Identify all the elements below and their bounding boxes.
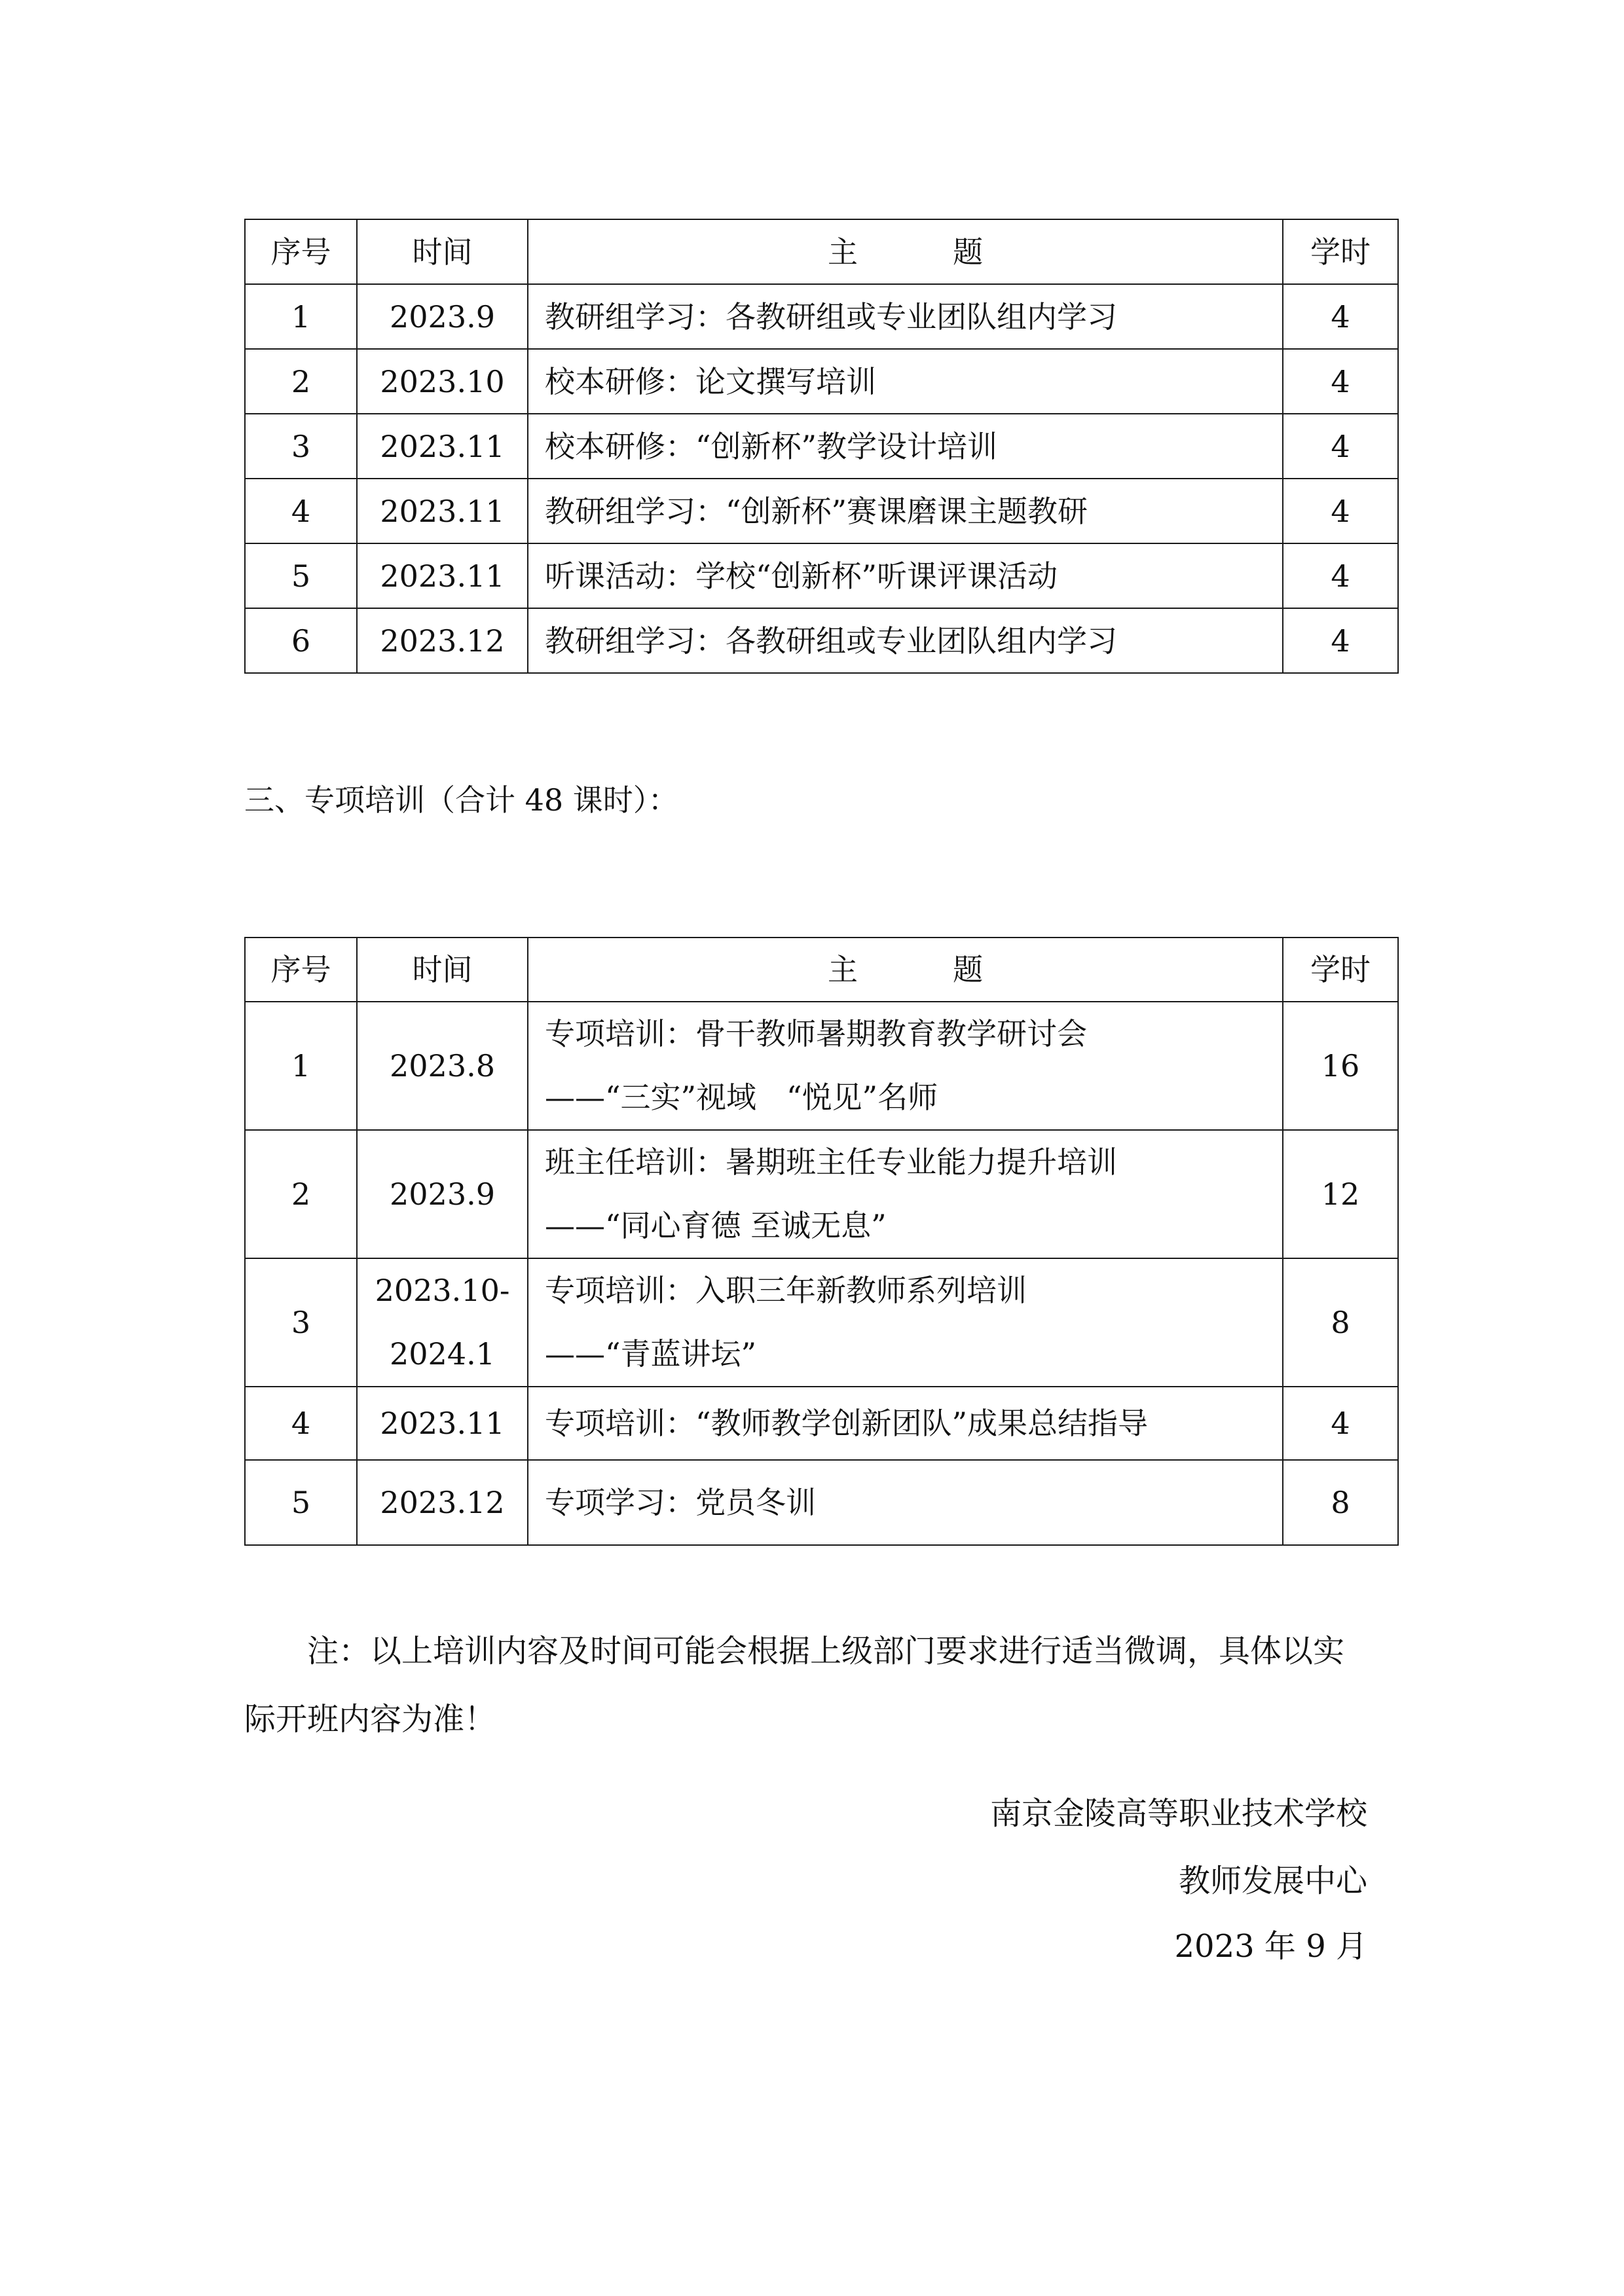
school-training-table <box>244 219 1399 674</box>
row-hours: 4 <box>1283 479 1398 543</box>
row-no: 3 <box>245 1258 357 1387</box>
table-row <box>245 608 1398 673</box>
table-row <box>245 479 1398 543</box>
row-no: 5 <box>245 543 357 608</box>
row-time: 2023.9 <box>357 284 528 349</box>
signature-school: 南京金陵高等职业技术学校 <box>989 1795 1367 1832</box>
row-time-line-1: 2023.10- <box>375 1273 510 1308</box>
row-no: 2 <box>245 1130 357 1258</box>
header-no: 序号 <box>245 219 357 284</box>
row-time: 2023.9 <box>357 1130 528 1258</box>
row-hours: 4 <box>1283 543 1398 608</box>
row-no: 6 <box>245 608 357 673</box>
header-time: 时间 <box>357 219 528 284</box>
row-time: 2023.12 <box>357 1460 528 1545</box>
row-time: 2023.12 <box>357 608 528 673</box>
header-time: 时间 <box>357 938 528 1002</box>
row-no: 4 <box>245 1387 357 1460</box>
section-heading: 三、专项培训（合计 48 课时）： <box>244 782 678 818</box>
table-header-row <box>245 219 1398 284</box>
row-time <box>357 1258 528 1387</box>
row-no: 2 <box>245 349 357 414</box>
row-topic-line-2: ——“同心育德 至诚无息” <box>545 1208 887 1243</box>
row-hours: 12 <box>1283 1130 1398 1258</box>
table-row <box>245 543 1398 608</box>
table-row <box>245 1130 1398 1258</box>
row-hours: 16 <box>1283 1002 1398 1130</box>
row-hours: 8 <box>1283 1460 1398 1545</box>
header-hours: 学时 <box>1283 938 1398 1002</box>
row-hours: 8 <box>1283 1258 1398 1387</box>
header-no: 序号 <box>245 938 357 1002</box>
table-row <box>245 1258 1398 1387</box>
row-no: 3 <box>245 414 357 479</box>
row-topic-line-2: ——“青蓝讲坛” <box>545 1336 757 1372</box>
row-no: 5 <box>245 1460 357 1545</box>
row-hours: 4 <box>1283 284 1398 349</box>
row-topic: 校本研修：论文撰写培训 <box>528 349 1283 414</box>
row-no: 1 <box>245 1002 357 1130</box>
table-row <box>245 349 1398 414</box>
table-row <box>245 1460 1398 1545</box>
row-hours: 4 <box>1283 349 1398 414</box>
row-topic: 听课活动：学校“创新杯”听课评课活动 <box>528 543 1283 608</box>
signature-center: 教师发展中心 <box>1178 1863 1367 1899</box>
row-topic: 教研组学习：“创新杯”赛课磨课主题教研 <box>528 479 1283 543</box>
row-time: 2023.11 <box>357 479 528 543</box>
row-time: 2023.10 <box>357 349 528 414</box>
row-topic: 专项培训：“教师教学创新团队”成果总结指导 <box>528 1387 1283 1460</box>
table-row <box>245 1387 1398 1460</box>
header-hours: 学时 <box>1283 219 1398 284</box>
row-time-line-2: 2024.1 <box>390 1336 495 1372</box>
row-topic <box>528 1258 1283 1387</box>
row-topic <box>528 1130 1283 1258</box>
row-topic-line-1: 专项培训：骨干教师暑期教育教学研讨会 <box>545 1016 1087 1051</box>
row-topic: 教研组学习：各教研组或专业团队组内学习 <box>528 608 1283 673</box>
row-no: 4 <box>245 479 357 543</box>
table-row <box>245 414 1398 479</box>
header-topic <box>528 219 1283 284</box>
row-hours: 4 <box>1283 608 1398 673</box>
row-time: 2023.8 <box>357 1002 528 1130</box>
row-topic-line-1: 班主任培训：暑期班主任专业能力提升培训 <box>545 1144 1117 1180</box>
row-topic <box>528 1002 1283 1130</box>
row-hours: 4 <box>1283 414 1398 479</box>
table-row <box>245 1002 1398 1130</box>
note-paragraph <box>244 1617 1371 1753</box>
table-header-row <box>245 938 1398 1002</box>
row-time: 2023.11 <box>357 543 528 608</box>
row-hours: 4 <box>1283 1387 1398 1460</box>
table-row <box>245 284 1398 349</box>
header-topic-char-2: 题 <box>953 234 983 270</box>
row-time: 2023.11 <box>357 414 528 479</box>
note-text: 注：以上培训内容及时间可能会根据上级部门要求进行适当微调，具体以实际开班内容为准！ <box>244 1633 1345 1738</box>
row-no: 1 <box>245 284 357 349</box>
header-topic <box>528 938 1283 1002</box>
row-topic: 专项学习：党员冬训 <box>528 1460 1283 1545</box>
row-topic: 教研组学习：各教研组或专业团队组内学习 <box>528 284 1283 349</box>
row-topic-line-2: ——“三实”视域 “悦见”名师 <box>545 1080 938 1115</box>
header-topic-char-2: 题 <box>953 952 983 987</box>
header-topic-char-1: 主 <box>828 952 858 987</box>
special-training-table <box>244 937 1399 1546</box>
header-topic-char-1: 主 <box>828 234 858 270</box>
row-topic-line-1: 专项培训：入职三年新教师系列培训 <box>545 1273 1027 1308</box>
row-time: 2023.11 <box>357 1387 528 1460</box>
signature-date: 2023 年 9 月 <box>1174 1928 1367 1965</box>
row-topic: 校本研修：“创新杯”教学设计培训 <box>528 414 1283 479</box>
